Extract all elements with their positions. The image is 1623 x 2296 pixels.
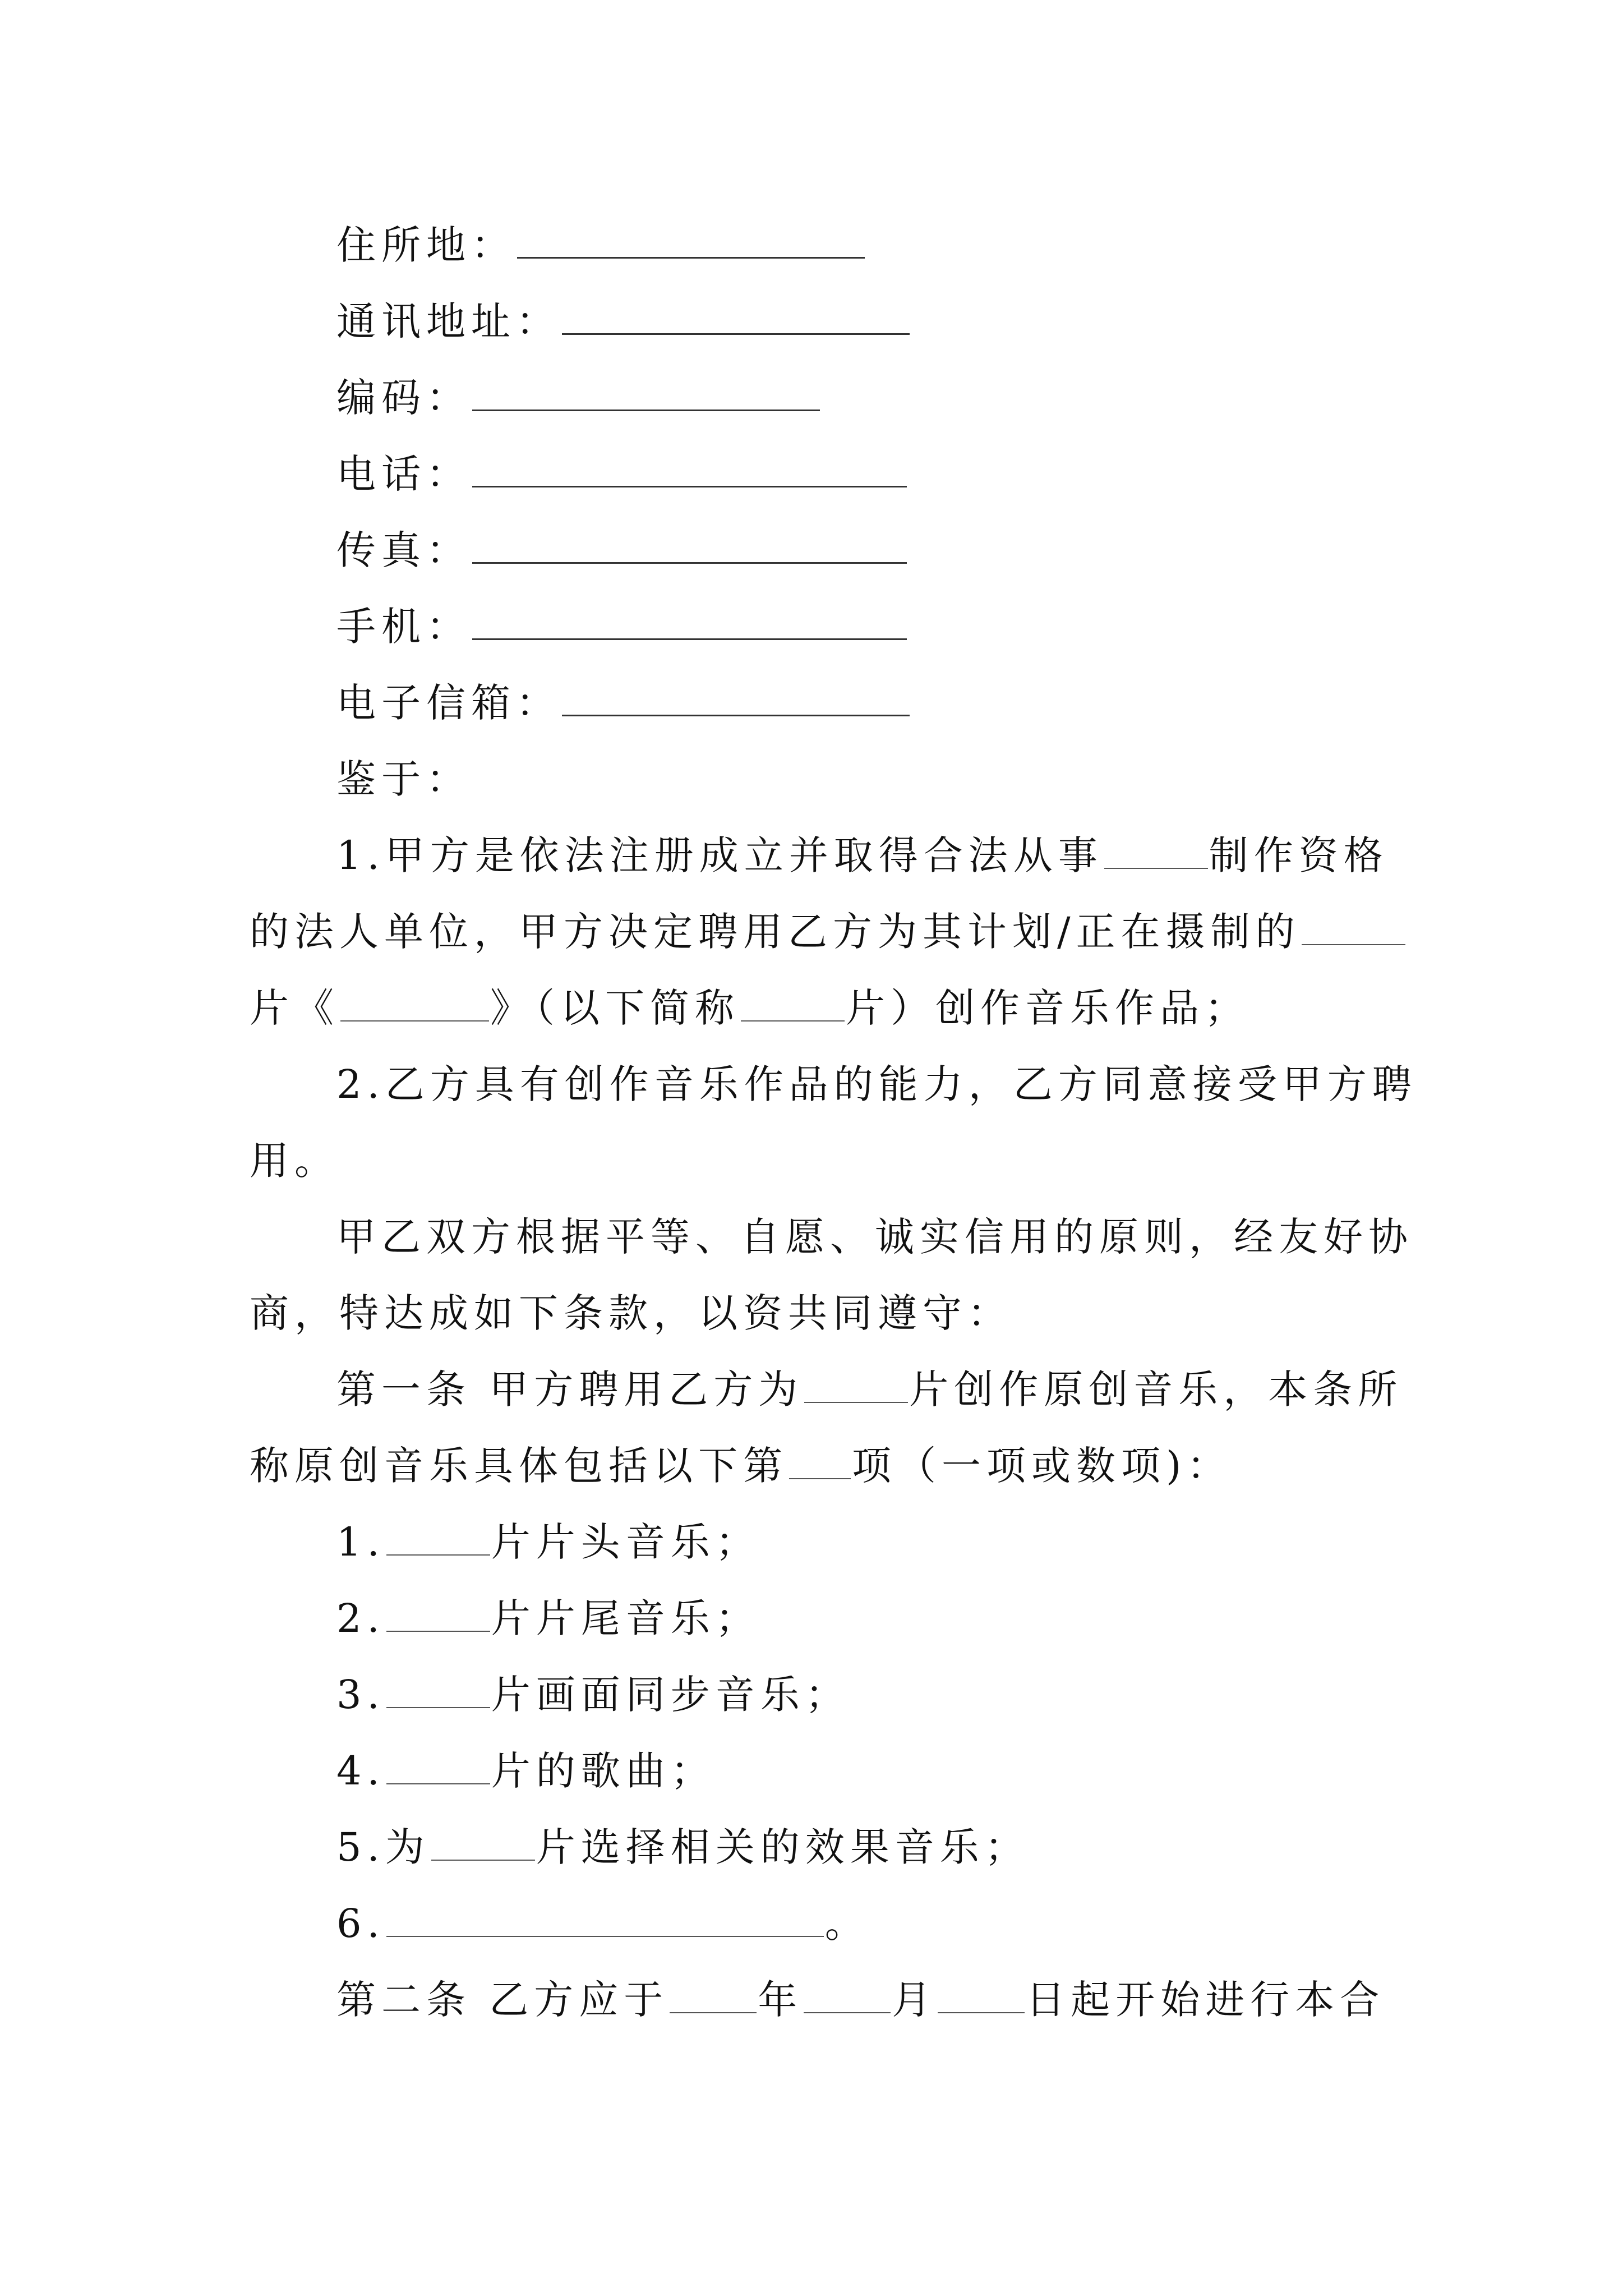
postcode-label: 编码： (336, 375, 471, 421)
item-number: 5.为 (336, 1824, 430, 1870)
article-1-text-c: 称原创音乐具体包括以下第 (250, 1443, 788, 1489)
item-number: 4. (336, 1748, 385, 1794)
email-blank[interactable] (562, 675, 910, 716)
article-1-text-b: 片创作原创音乐，本条所 (909, 1366, 1403, 1412)
recital-2-line-1: 2.乙方具有创作音乐作品的能力，乙方同意接受甲方聘 (336, 1061, 1417, 1107)
item-blank[interactable] (386, 1897, 824, 1937)
agreement-line-1: 甲乙双方根据平等、自愿、诚实信用的原则，经友好协 (336, 1214, 1413, 1260)
recital-1-text-e: 》（以下简称 (490, 985, 740, 1031)
item-number: 3. (336, 1672, 385, 1718)
fax-label: 传真： (336, 527, 471, 573)
mailing-address-blank[interactable] (562, 294, 910, 335)
article-1-text-a: 第一条 甲方聘用乙方为 (336, 1366, 804, 1412)
article-1-blank-2[interactable] (789, 1439, 851, 1479)
fax-field (336, 517, 1385, 583)
article-2-month-blank[interactable] (804, 1973, 891, 2013)
email-label: 电子信箱： (336, 680, 561, 726)
phone-label: 电话： (336, 451, 471, 497)
article-1-line-2 (250, 1433, 1382, 1499)
recital-1-text-b: 制作资格 (1209, 832, 1389, 878)
item-text: 片画面同步音乐； (491, 1672, 850, 1718)
recital-1-blank-1[interactable] (1104, 829, 1208, 869)
whereas-heading: 鉴于： (336, 756, 471, 802)
item-text: 片的歌曲； (491, 1748, 716, 1794)
recital-1-line-3 (250, 975, 1382, 1041)
residence-field (336, 212, 1385, 278)
recital-1-blank-4[interactable] (741, 981, 845, 1022)
residence-label: 住所地： (336, 222, 516, 268)
mailing-address-label: 通讯地址： (336, 298, 561, 344)
item-blank[interactable] (431, 1820, 535, 1861)
email-field (336, 670, 1385, 736)
item-number: 2. (336, 1595, 385, 1641)
recital-1-line-1 (336, 822, 1389, 889)
fax-blank[interactable] (472, 523, 907, 564)
agreement-line-2: 商，特达成如下条款，以资共同遵守： (250, 1290, 1012, 1336)
article-2-text-a: 第二条 乙方应于 (336, 1977, 669, 2023)
article-2-month-label: 月 (892, 1977, 937, 2023)
item-blank[interactable] (386, 1515, 490, 1556)
recital-1-blank-2[interactable] (1302, 905, 1405, 945)
mailing-address-field (336, 288, 1385, 355)
list-item (336, 1738, 1385, 1804)
item-blank[interactable] (386, 1668, 490, 1708)
list-item (336, 1662, 1385, 1728)
recital-1-text-c: 的法人单位，甲方决定聘用乙方为其计划/正在摄制的 (250, 909, 1301, 955)
postcode-blank[interactable] (472, 370, 820, 411)
postcode-field (336, 365, 1385, 431)
article-2-line-1 (336, 1967, 1385, 2033)
item-blank[interactable] (386, 1591, 490, 1632)
phone-blank[interactable] (472, 447, 907, 487)
article-2-year-blank[interactable] (670, 1973, 757, 2013)
article-2-day-blank[interactable] (938, 1973, 1025, 2013)
mobile-label: 手机： (336, 604, 471, 650)
item-number: 6. (336, 1901, 385, 1947)
list-item (336, 1890, 1385, 1957)
item-blank[interactable] (386, 1744, 490, 1784)
recital-1-text-a: 1.甲方是依法注册成立并取得合法从事 (336, 832, 1103, 878)
mobile-blank[interactable] (472, 599, 907, 640)
recital-2-line-2: 用。 (250, 1138, 339, 1184)
list-item (336, 1509, 1385, 1575)
article-1-line-1 (336, 1356, 1403, 1423)
residence-blank[interactable] (517, 218, 865, 259)
article-1-blank-1[interactable] (804, 1363, 908, 1403)
item-text: 。 (824, 1901, 870, 1947)
item-text: 片片头音乐； (491, 1519, 760, 1565)
article-2-year-label: 年 (758, 1977, 803, 2023)
item-text: 片选择相关的效果音乐； (536, 1824, 1030, 1870)
mobile-field (336, 593, 1385, 660)
item-text: 片片尾音乐； (491, 1595, 760, 1641)
list-item (336, 1814, 1385, 1880)
recital-1-line-2 (250, 899, 1382, 965)
recital-1-text-f: 片）创作音乐作品； (846, 985, 1249, 1031)
recital-1-blank-3[interactable] (340, 981, 489, 1022)
item-number: 1. (336, 1519, 385, 1565)
recital-1-text-d: 片《 (250, 985, 339, 1031)
article-2-day-label: 日起开始进行本合 (1026, 1977, 1385, 2023)
list-item (336, 1585, 1385, 1651)
phone-field (336, 441, 1385, 507)
article-1-text-d: 项（一项或数项)： (852, 1443, 1232, 1489)
